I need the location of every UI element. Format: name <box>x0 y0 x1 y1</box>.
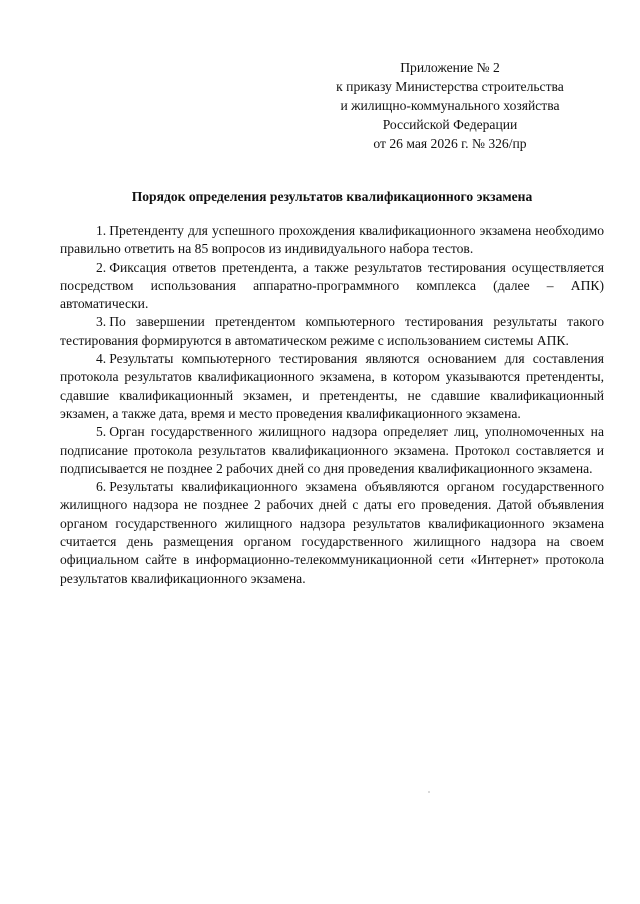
paragraph-text: Орган государственного жилищного надзора определяет лиц, уполномоченных на подписание протокола результатов квалификационного экзамена. Протокол составляется и подписывается не позднее 2 рабочих дней со дня проведения квалификационного экзамена. <box>60 424 604 476</box>
paragraph-text: По завершении претендентом компьютерного тестирования результаты такого тестирования формируются в автоматическом режиме с использованием системы АПК. <box>60 314 604 348</box>
paragraph-number: 1. <box>96 223 107 238</box>
paragraph-2 <box>60 259 604 314</box>
paragraph-number: 2. <box>96 259 107 275</box>
paragraph-text: Результаты квалификационного экзамена объявляются органом государственного жилищного надзора не позднее 2 рабочих дней с даты его проведения. Датой объявления органом государственного жилищного надзора результатов квалификационного экзамена считается день размещения органом государственного жилищного надзора на своем официальном сайте в информационно-телекоммуникационной сети «Интернет» протокола результатов квалификационного экзамена. <box>60 479 604 586</box>
document-body <box>60 222 604 588</box>
paragraph-text: Претенденту для успешного прохождения квалификационного экзамена необходимо правильно ответить на 85 вопросов из индивидуального набора тестов. <box>60 223 604 257</box>
country-name: Российской Федерации <box>382 117 518 132</box>
paragraph-number: 4. <box>96 351 107 367</box>
paragraph-5 <box>60 423 604 478</box>
ministry-name: и жилищно-коммунального хозяйства <box>340 98 560 113</box>
document-title: Порядок определения результатов квалификационного экзамена <box>131 189 533 204</box>
paragraph-number: 6. <box>96 479 107 495</box>
order-date-number: от 26 мая 2026 г. № 326/пр <box>373 136 527 151</box>
paragraph-number: 5. <box>96 424 107 440</box>
paragraph-4 <box>60 350 604 423</box>
paragraph-text: Фиксация ответов претендента, а также результатов тестирования осуществляется посредством использования аппаратно-программного комплекса (далее – АПК) автоматически. <box>60 259 604 312</box>
paragraph-text: Результаты компьютерного тестирования являются основанием для составления протокола результатов квалификационного экзамена, в котором указываются претенденты, сдавшие квалификационный экзамен, и претенденты, не сдавшие квалификационный экзамен, а также дата, время и место проведения квалификационного экзамена. <box>60 351 604 421</box>
scan-speck <box>428 791 430 793</box>
paragraph-3 <box>60 313 604 350</box>
appendix-number: Приложение № 2 <box>400 60 500 75</box>
paragraph-number: 3. <box>96 314 107 330</box>
appendix-header <box>300 58 600 153</box>
order-reference: к приказу Министерства строительства <box>336 79 564 94</box>
paragraph-1 <box>60 222 604 259</box>
paragraph-6 <box>60 478 604 588</box>
